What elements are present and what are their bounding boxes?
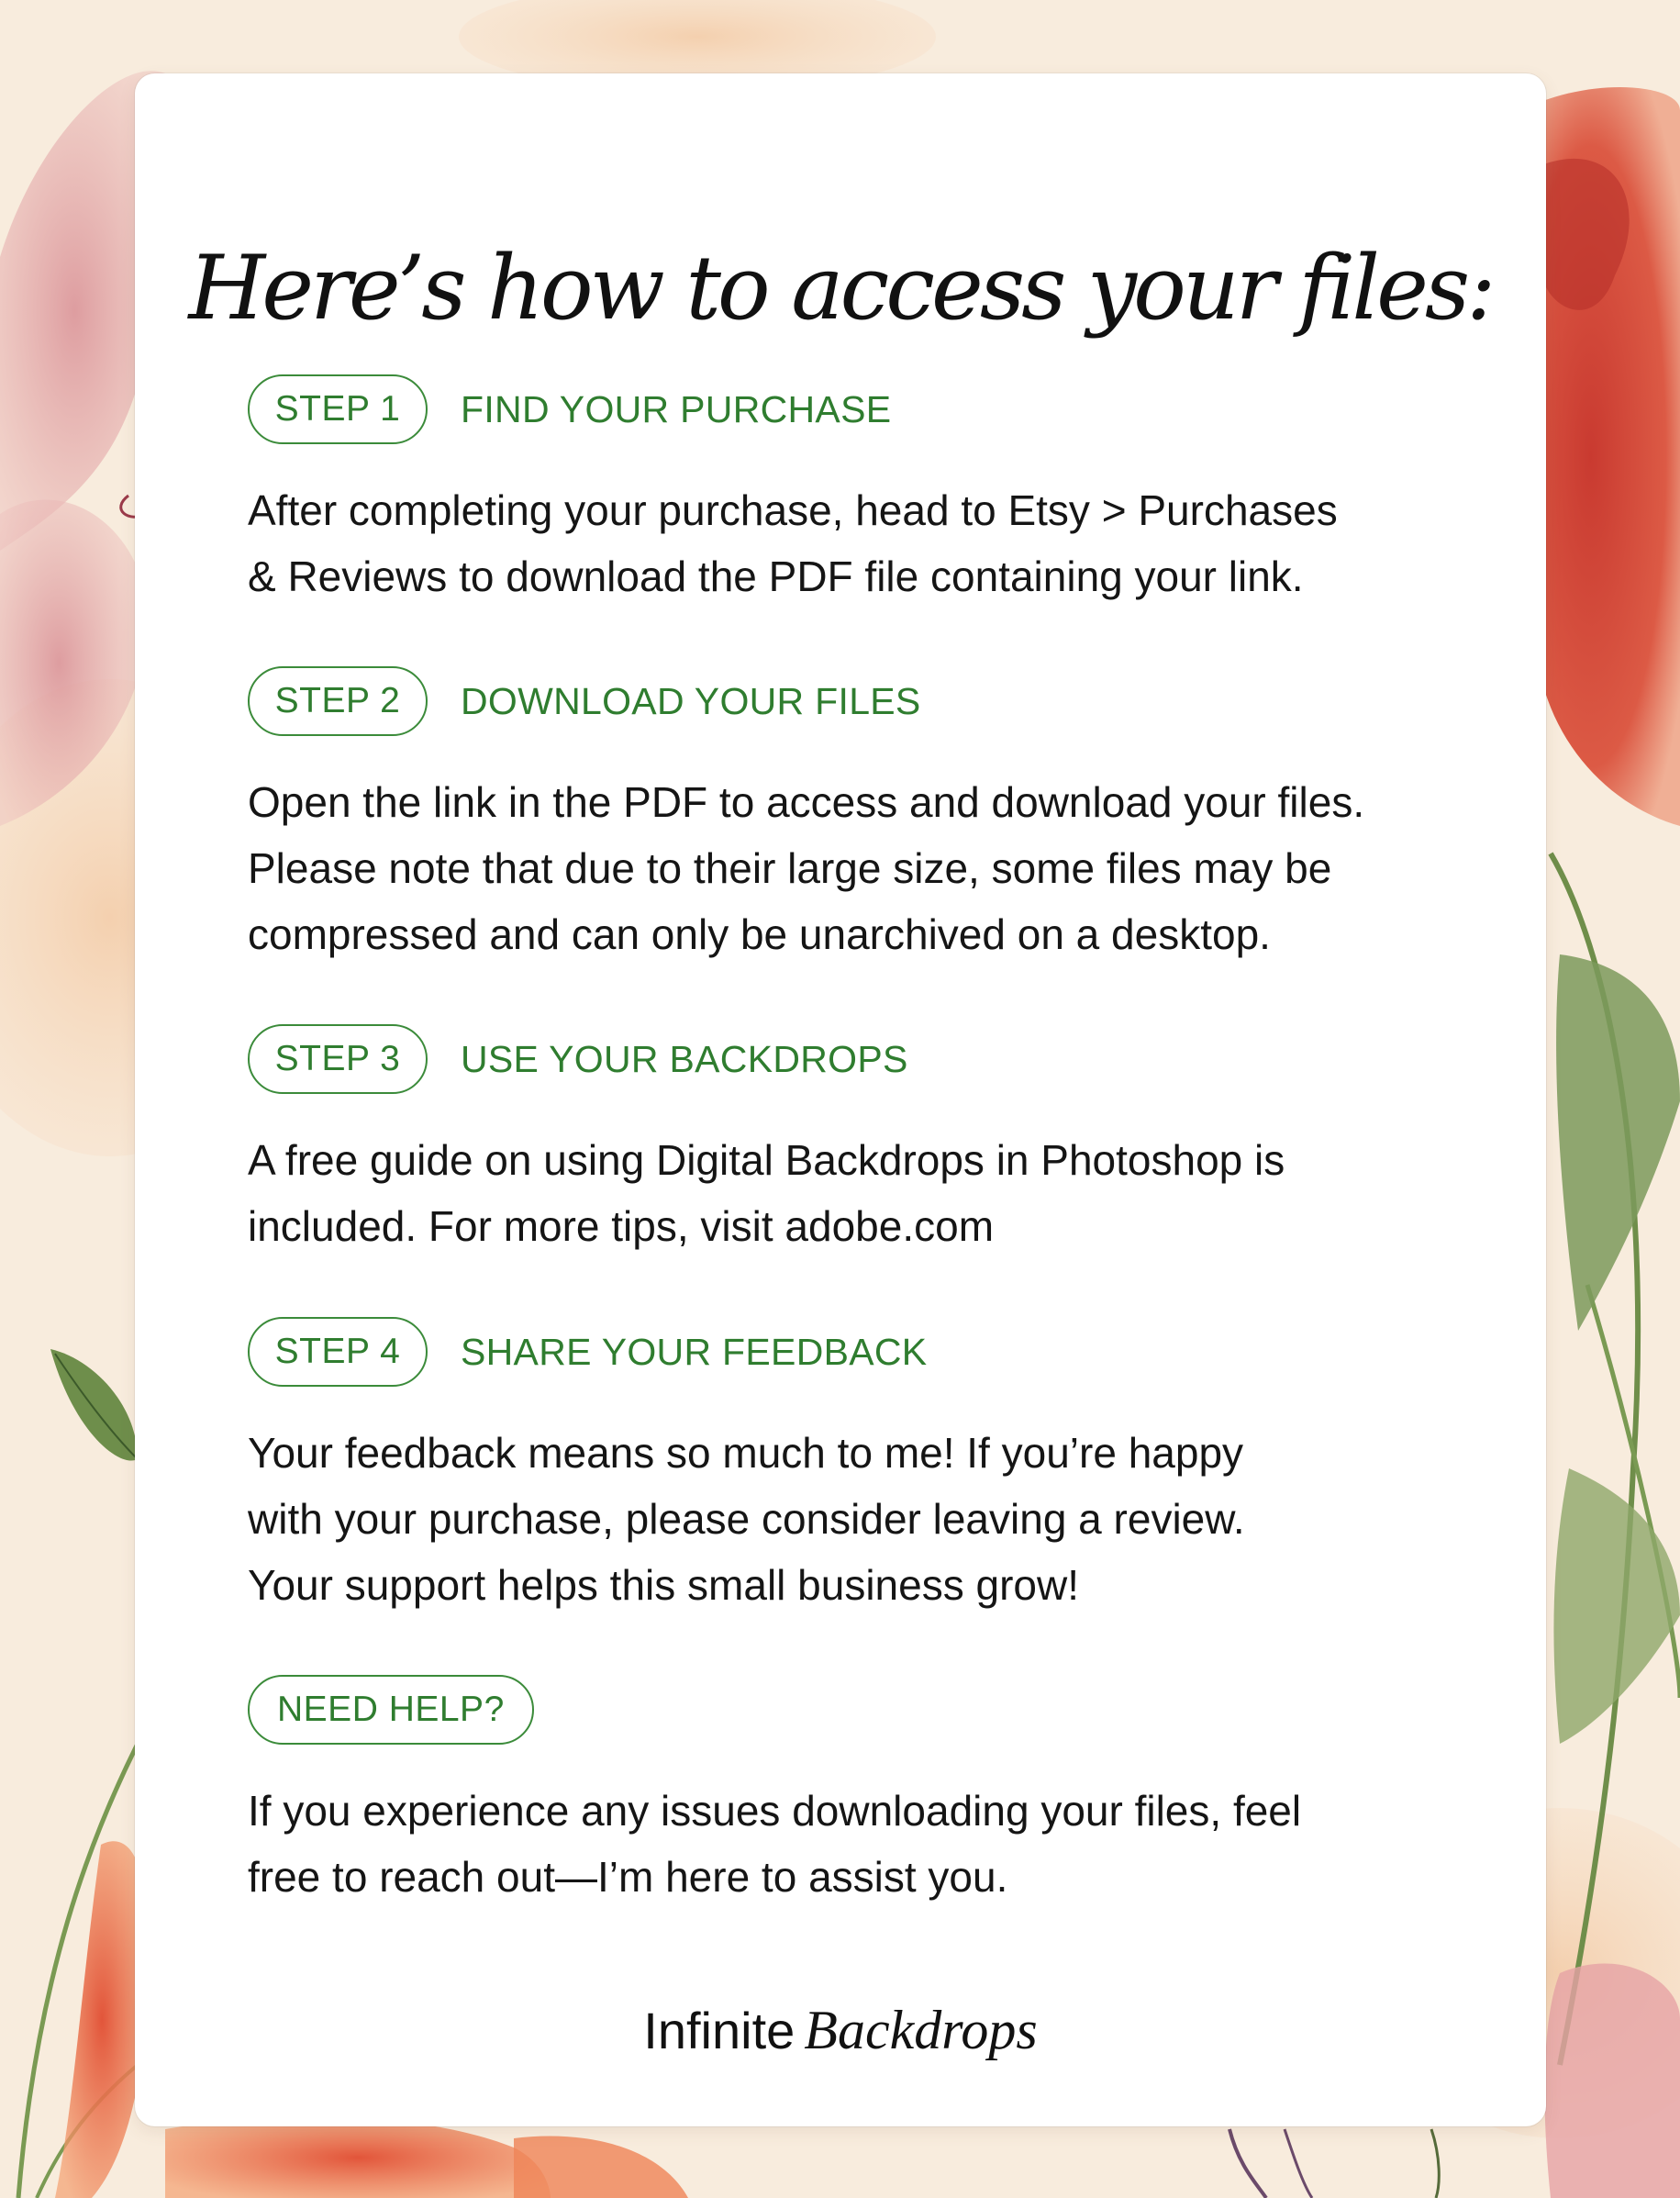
step-4-section — [248, 1317, 1523, 1618]
body-line: included. For more tips, visit adobe.com — [248, 1202, 995, 1250]
body-line: After completing your purchase, head to Etsy > Purchases — [248, 486, 1338, 534]
body-line: If you experience any issues downloading your files, feel — [248, 1787, 1302, 1835]
body-line: Your support helps this small business grow! — [248, 1561, 1079, 1609]
step-1-header — [248, 374, 1523, 444]
body-line: compressed and can only be unarchived on a desktop. — [248, 910, 1271, 958]
brand-name-part1: Infinite — [643, 2002, 795, 2059]
step-2-title: DOWNLOAD YOUR FILES — [461, 679, 921, 722]
step-3-body — [248, 1127, 1523, 1259]
step-4-title: SHARE YOUR FEEDBACK — [461, 1330, 928, 1373]
brand-logo — [135, 1999, 1546, 2062]
step-4-header — [248, 1317, 1523, 1387]
step-1-body — [248, 477, 1523, 609]
step-3-header — [248, 1024, 1523, 1094]
step-4-body — [248, 1420, 1523, 1618]
step-1-title: FIND YOUR PURCHASE — [461, 387, 892, 430]
body-line: with your purchase, please consider leaving a review. — [248, 1495, 1245, 1543]
body-line: Your feedback means so much to me! If you’re happy — [248, 1429, 1244, 1477]
step-3-title: USE YOUR BACKDROPS — [461, 1037, 908, 1080]
step-2-section — [248, 666, 1523, 967]
body-line: free to reach out—I’m here to assist you. — [248, 1853, 1008, 1901]
body-line: & Reviews to download the PDF file containing your link. — [248, 552, 1304, 600]
help-header — [248, 1675, 1523, 1745]
step-3-section — [248, 1024, 1523, 1259]
brand-name-part2: Backdrops — [804, 2000, 1038, 2060]
help-body — [248, 1778, 1523, 1910]
help-section — [248, 1675, 1523, 1910]
instructions-card — [135, 73, 1546, 2126]
body-line: A free guide on using Digital Backdrops in Photoshop is — [248, 1136, 1285, 1184]
step-4-badge: STEP 4 — [248, 1317, 428, 1387]
page-title: Here’s how to access your files: — [188, 237, 1493, 340]
step-2-badge: STEP 2 — [248, 666, 428, 736]
help-badge: NEED HELP? — [248, 1675, 534, 1745]
step-1-section — [248, 374, 1523, 609]
step-3-badge: STEP 3 — [248, 1024, 428, 1094]
step-1-badge: STEP 1 — [248, 374, 428, 444]
step-2-header — [248, 666, 1523, 736]
body-line: Please note that due to their large size, some files may be — [248, 844, 1332, 892]
step-2-body — [248, 769, 1523, 967]
body-line: Open the link in the PDF to access and download your files. — [248, 778, 1365, 826]
